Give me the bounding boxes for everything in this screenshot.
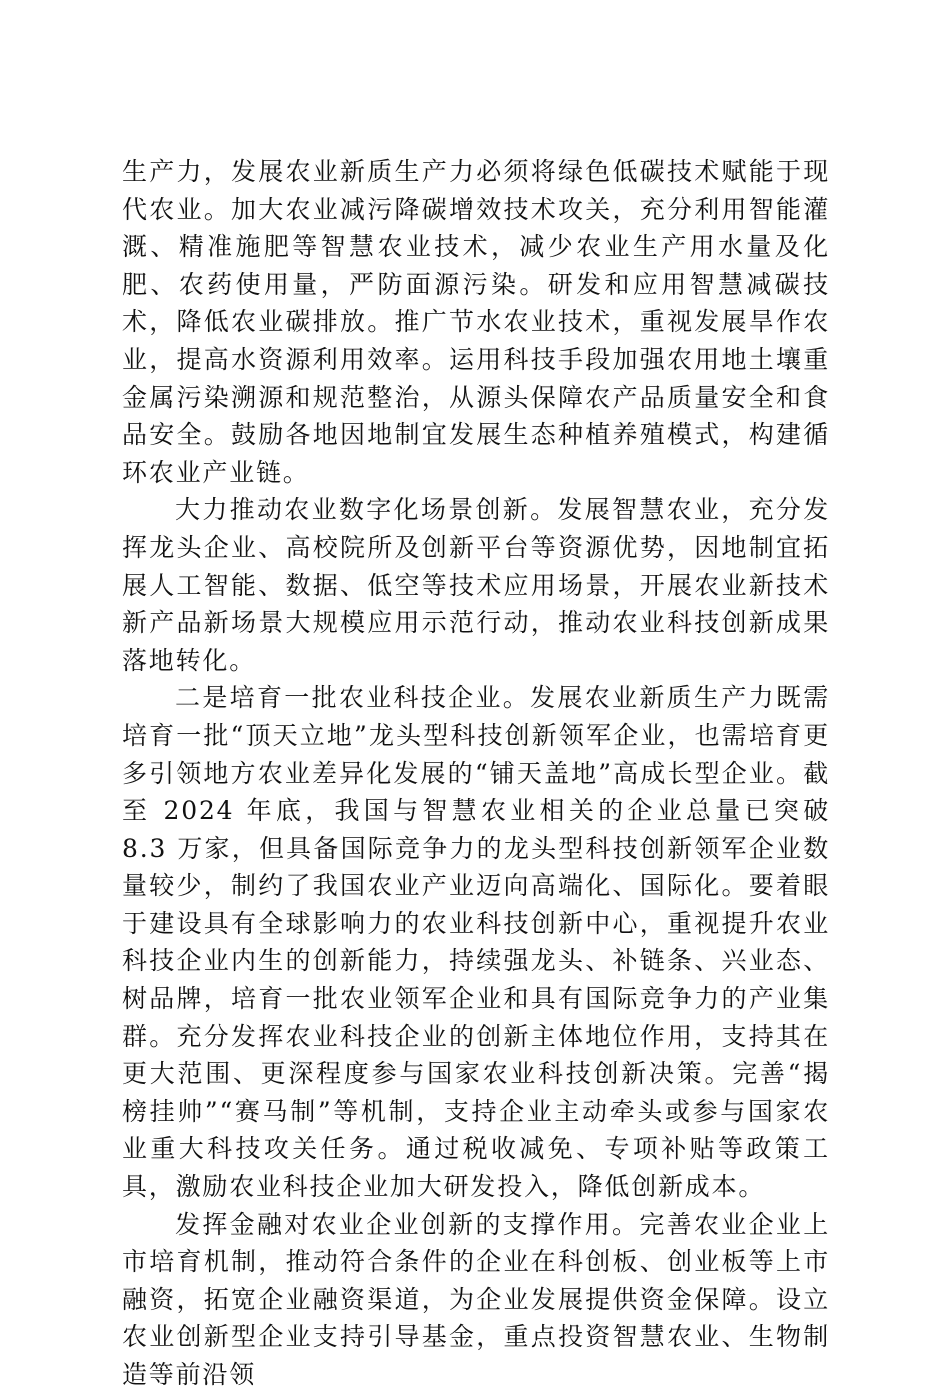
paragraph-tech-enterprises: 二是培育一批农业科技企业。发展农业新质生产力既需培育一批“顶天立地”龙头型科技创新领军企业，也需培育更多引领地方农业差异化发展的“铺天盖地”高成长型企业。截至 2024 年底，我国与智慧农业相关的企业总量已突破 8.3 万家，但具备国际竞争力的龙头型科技创新领军企业数量较少，制约了我国农业产业迈向高端化、国际化。要着眼于建设具有全球影响力的农业科技创新中心，重视提升农业科技企业内生的创新能力，持续强龙头、补链条、兴业态、树品牌，培育一批农业领军企业和具有国际竞争力的产业集群。充分发挥农业科技企业的创新主体地位作用，支持其在更大范围、更深程度参与国家农业科技创新决策。完善“揭榜挂帅”“赛马制”等机制，支持企业主动牵头或参与国家农业重大科技攻关任务。通过税收减免、专项补贴等政策工具，激励农业科技企业加大研发投入，降低创新成本。 bbox=[122, 683, 830, 1202]
paragraph-digital-scenarios: 大力推动农业数字化场景创新。发展智慧农业，充分发挥龙头企业、高校院所及创新平台等资源优势，因地制宜拓展人工智能、数据、低空等技术应用场景，开展农业新技术新产品新场景大规模应用示范行动，推动农业科技创新成果落地转化。 bbox=[122, 495, 830, 675]
paragraph-continuation: 生产力，发展农业新质生产力必须将绿色低碳技术赋能于现代农业。加大农业减污降碳增效技术攻关，充分利用智能灌溉、精准施肥等智慧农业技术，减少农业生产用水量及化肥、农药使用量，严防面源污染。研发和应用智慧减碳技术，降低农业碳排放。推广节水农业技术，重视发展旱作农业，提高水资源利用效率。运用科技手段加强农用地土壤重金属污染溯源和规范整治，从源头保障农产品质量安全和食品安全。鼓励各地因地制宜发展生态种植养殖模式，构建循环农业产业链。 bbox=[122, 157, 830, 487]
paragraph-finance-support: 发挥金融对农业企业创新的支撑作用。完善农业企业上市培育机制，推动符合条件的企业在科创板、创业板等上市融资，拓宽企业融资渠道，为企业发展提供资金保障。设立农业创新型企业支持引导基金，重点投资智慧农业、生物制造等前沿领 bbox=[122, 1209, 830, 1389]
document-body bbox=[122, 153, 830, 1394]
